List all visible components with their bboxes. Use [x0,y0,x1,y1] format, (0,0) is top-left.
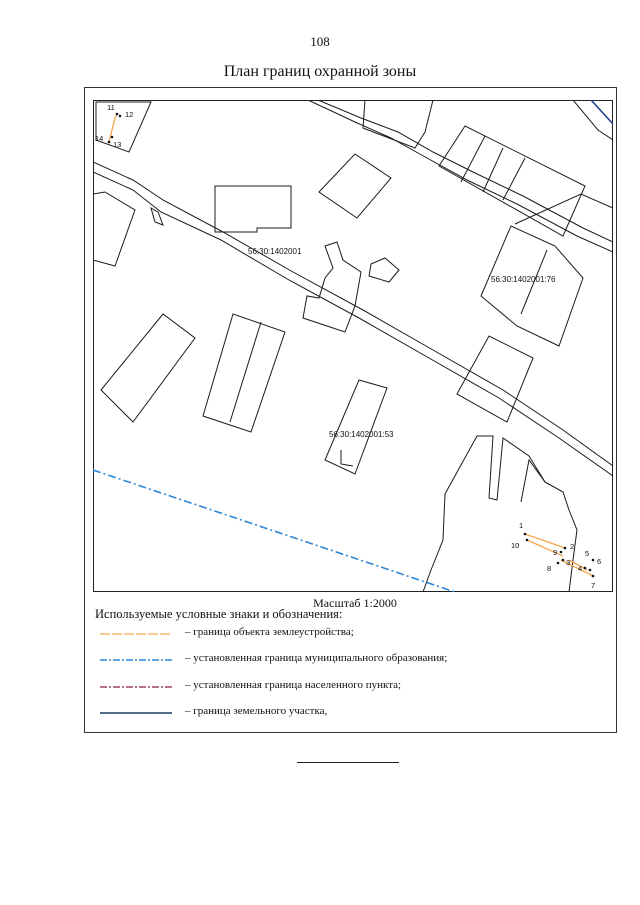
legend-symbol-object-boundary [100,632,172,636]
legend-item-land-plot-boundary [95,705,595,721]
map-border [94,101,613,592]
point-label-5: 5 [585,549,590,558]
legend-item-object-boundary [95,626,595,642]
legend-text-settlement-boundary: – установленная граница населенного пункта; [185,679,402,691]
point-label-4: 4 [578,564,583,573]
legend-symbol-settlement-boundary [100,685,172,689]
legend-item-settlement-boundary [95,679,595,695]
point-label-11: 11 [107,103,115,112]
parcel-label-53: 56:30:1402001:53 [329,430,394,439]
cadastral-block-label: 56:30:1402001 [248,247,302,256]
point-label-3: 3 [566,558,571,567]
page-number: 108 [310,34,330,49]
signature-line [297,762,399,763]
cadastral-map [93,100,613,592]
point-label-7: 7 [591,581,596,590]
legend-item-municipal-boundary [95,652,595,668]
point-label-13: 13 [113,140,122,149]
legend-symbol-municipal-boundary [100,658,172,662]
plan-title: План границ охранной зоны [223,63,417,80]
legend-text-municipal-boundary: – установленная граница муниципального образования; [185,652,448,664]
legend-symbol-land-plot-boundary [100,711,172,715]
point-label-2: 2 [570,542,575,551]
point-label-14: 14 [95,134,104,143]
legend-text-land-plot-boundary: – граница земельного участка, [185,705,328,717]
map-scale: Масштаб 1:2000 [313,596,397,610]
point-label-12: 12 [125,110,134,119]
point-label-8: 8 [547,564,552,573]
point-label-6: 6 [597,557,602,566]
parcel-label-76: 56:30:1402001:76 [491,275,556,284]
legend-text-object-boundary: – граница объекта землеустройства; [185,626,354,638]
point-label-10: 10 [511,541,520,550]
point-label-9: 9 [553,548,558,557]
point-label-1: 1 [519,521,524,530]
legend-title: Используемые условные знаки и обозначения: [95,607,343,621]
